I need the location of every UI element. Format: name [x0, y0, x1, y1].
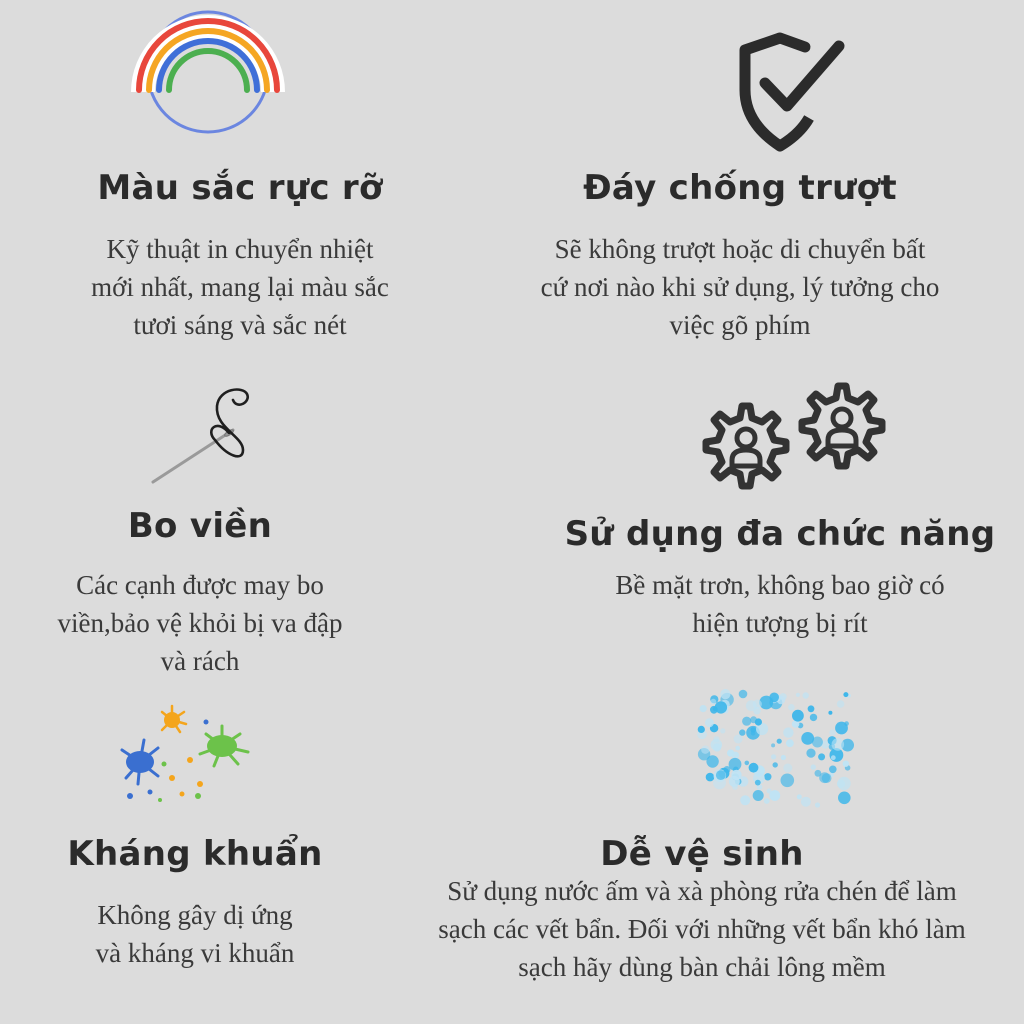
bubble	[781, 755, 786, 760]
bubble	[755, 780, 761, 786]
bubble	[777, 739, 782, 744]
bubble	[746, 700, 757, 711]
feature-description	[520, 230, 960, 344]
description-line: và rách	[160, 646, 240, 676]
bubble	[844, 721, 849, 726]
description-line: Các cạnh được may bo	[76, 570, 324, 600]
feature-anti-slip	[520, 0, 960, 360]
bubble	[843, 692, 848, 697]
bubble	[838, 792, 851, 805]
bubble	[796, 693, 800, 697]
bubble	[781, 774, 795, 788]
bubble	[792, 710, 804, 722]
bubble	[810, 714, 817, 721]
bubble	[724, 766, 731, 773]
bubble	[749, 763, 759, 773]
feature-border	[0, 370, 400, 680]
bubble	[801, 732, 814, 745]
description-line: sạch hãy dùng bàn chải lông mềm	[518, 952, 886, 982]
bubble	[705, 718, 714, 727]
bubble	[803, 692, 809, 698]
description-line: cứ nơi nào khi sử dụng, lý tưởng cho	[540, 272, 940, 302]
feature-easy-clean	[380, 680, 1024, 1000]
feature-antibacterial	[0, 690, 390, 990]
bubble	[837, 700, 845, 708]
bubble	[745, 761, 750, 766]
bubble	[783, 727, 793, 737]
bubble	[767, 789, 772, 794]
bubble	[716, 770, 726, 780]
feature-title: Dễ vệ sinh	[600, 834, 804, 874]
bubble	[739, 690, 748, 699]
bubble	[771, 754, 776, 759]
bubble	[829, 729, 835, 735]
description-line: viền,bảo vệ khỏi bị va đập	[57, 608, 343, 638]
shield-check-icon	[735, 28, 850, 153]
bubble	[815, 802, 820, 807]
bubble	[720, 689, 730, 699]
gear-user-icon	[690, 378, 900, 508]
bubble	[698, 726, 705, 733]
rainbow-icon	[123, 10, 293, 140]
bubble	[706, 773, 715, 782]
description-line: việc gõ phím	[669, 310, 811, 340]
bubble	[740, 795, 750, 805]
bubble	[786, 739, 794, 747]
bubble	[797, 794, 802, 799]
bubble	[818, 753, 825, 760]
description-line: mới nhất, mang lại màu sắc	[91, 272, 389, 302]
bubble	[806, 749, 815, 758]
bubble	[742, 717, 751, 726]
bubble	[710, 699, 716, 705]
bubble	[734, 735, 743, 744]
bubble	[801, 797, 811, 807]
feature-title: Sử dụng đa chức năng	[564, 514, 996, 554]
germs-icon	[110, 700, 260, 810]
feature-description	[380, 872, 1024, 986]
bubble	[701, 746, 709, 754]
bubble	[819, 772, 830, 783]
description-line: Sẽ không trượt hoặc di chuyển bất	[554, 234, 926, 264]
description-line: Bề mặt trơn, không bao giờ có	[615, 570, 945, 600]
bubble	[739, 729, 745, 735]
feature-title: Bo viền	[127, 506, 273, 546]
feature-multipurpose	[560, 370, 1000, 650]
description-line: hiện tượng bị rít	[692, 608, 868, 638]
description-line: và kháng vi khuẩn	[95, 938, 295, 968]
bubble	[715, 701, 727, 713]
description-line: Kỹ thuật in chuyển nhiệt	[106, 234, 374, 264]
description-line: Sử dụng nước ấm và xà phòng rửa chén để làm	[447, 876, 957, 906]
feature-title: Màu sắc rực rỡ	[97, 168, 383, 208]
bubble	[753, 790, 764, 801]
description-line: sạch các vết bẩn. Đối với những vết bẩn khó làm	[438, 914, 966, 944]
bubble	[735, 746, 740, 751]
bubble	[773, 762, 778, 767]
bubbles-icon	[695, 688, 855, 813]
bubble	[831, 755, 836, 760]
bubble	[829, 766, 837, 774]
bubble	[711, 739, 723, 751]
bubble	[788, 704, 795, 711]
feature-title: Kháng khuẩn	[67, 834, 323, 874]
feature-title: Đáy chống trượt	[583, 168, 897, 208]
bubble	[832, 738, 845, 751]
feature-colors	[20, 0, 460, 360]
bubble	[706, 755, 718, 767]
needle-thread-icon	[145, 378, 265, 488]
bubble	[808, 705, 815, 712]
bubble	[729, 758, 742, 771]
bubble	[783, 764, 792, 773]
feature-description	[20, 230, 460, 344]
bubble	[764, 798, 770, 804]
bubble	[837, 777, 850, 790]
bubble	[755, 718, 762, 725]
bubble	[769, 693, 779, 703]
feature-description	[0, 566, 400, 680]
bubble	[843, 761, 849, 767]
bubble	[731, 770, 741, 780]
description-line: Không gây dị ứng	[97, 900, 293, 930]
feature-description	[560, 566, 1000, 642]
bubble	[727, 750, 734, 757]
description-line: tươi sáng và sắc nét	[133, 310, 347, 340]
bubble	[828, 711, 832, 715]
bubble	[811, 764, 816, 769]
bubble	[764, 773, 771, 780]
feature-description	[0, 896, 390, 972]
bubble	[700, 705, 707, 712]
bubble	[771, 743, 775, 747]
bubble	[720, 728, 725, 733]
